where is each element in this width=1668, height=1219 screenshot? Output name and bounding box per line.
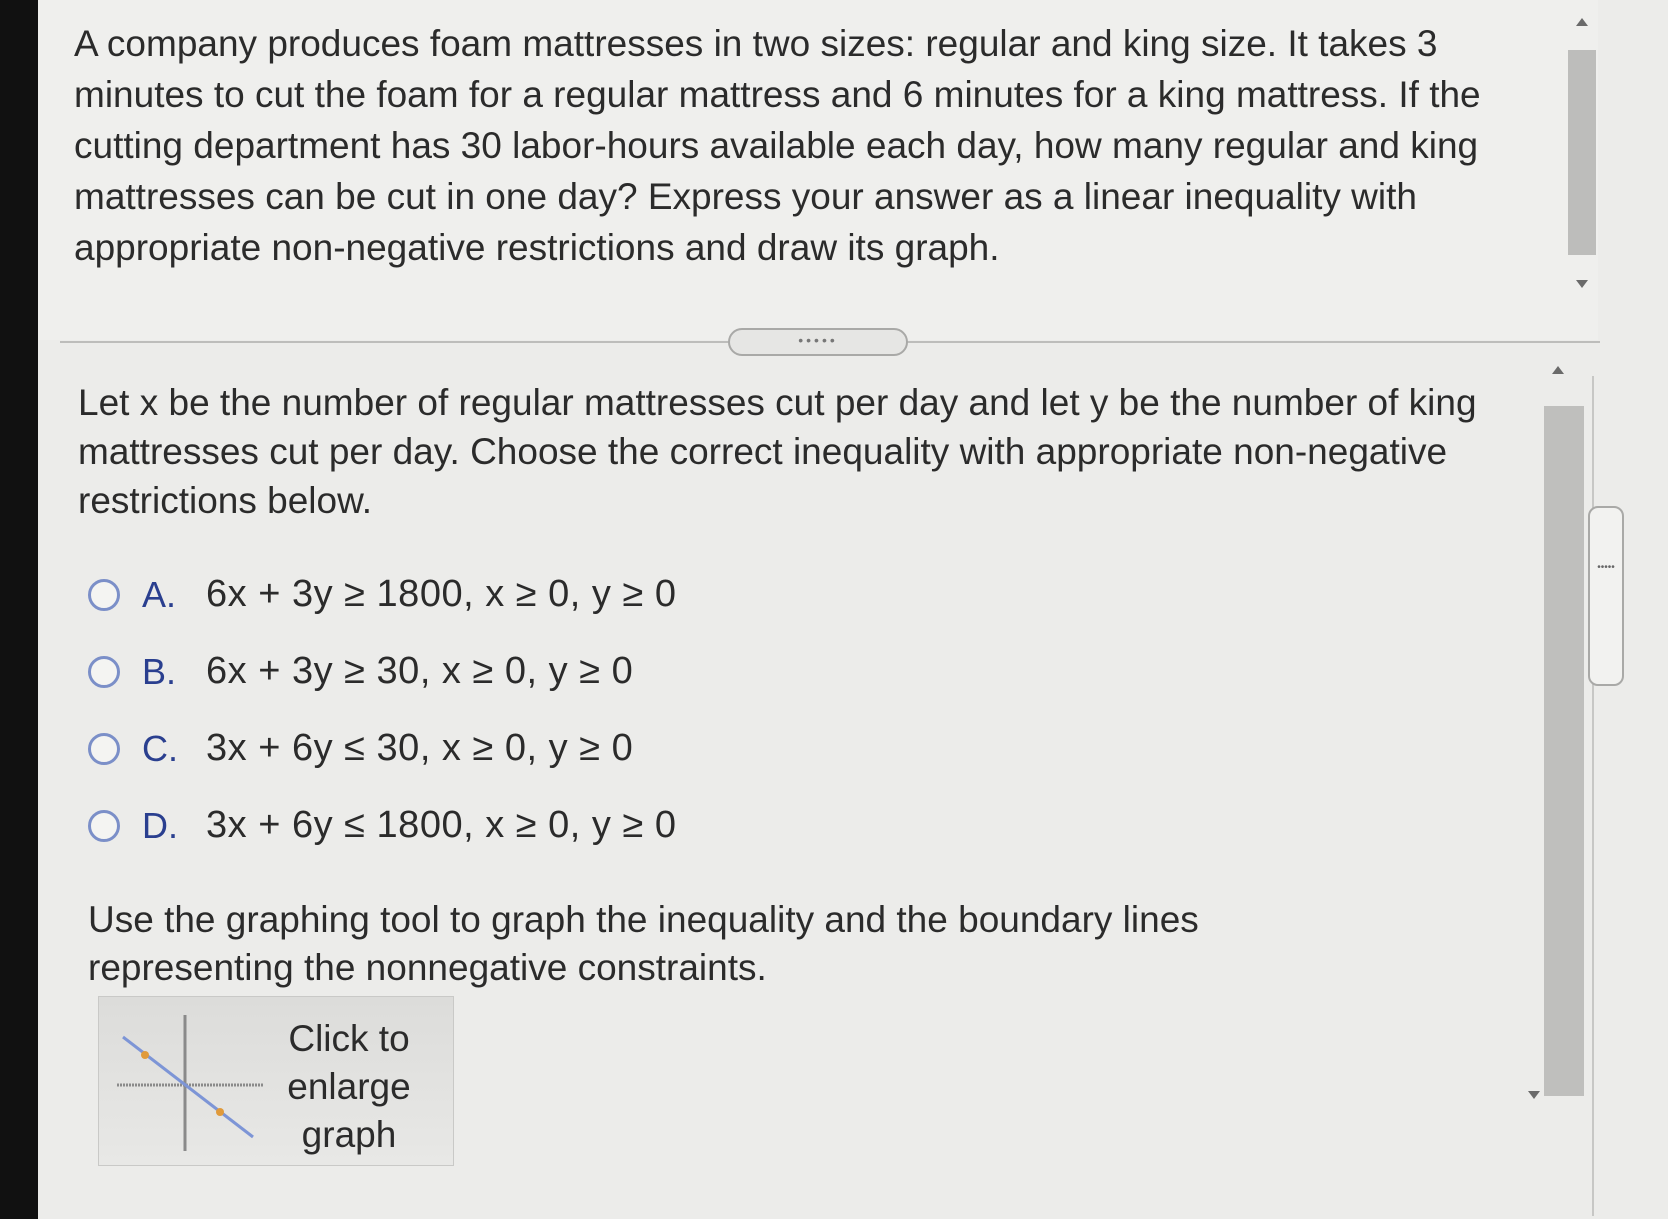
question-pane (38, 0, 1598, 340)
choice-letter: D. (142, 804, 178, 846)
scroll-down-arrow-icon[interactable] (1528, 1091, 1540, 1099)
choice-math: 3x + 6y ≤ 1800, x ≥ 0, y ≥ 0 (206, 804, 677, 846)
enlarge-label-line: enlarge (287, 1066, 411, 1107)
question-text: A company produces foam mattresses in two sizes: regular and king size. It takes 3 minutes to cut the foam for a regular mattress and 6 minutes for a king mattress. If the cutting department has 30 labor-hours available each day, how many regular and king mattresses can be cut in one day? Express your answer as a linear inequality with appropriate non-negative restrictions and draw its graph. (74, 23, 1481, 268)
screen-bezel (0, 0, 38, 1219)
choice-math: 3x + 6y ≤ 30, x ≥ 0, y ≥ 0 (206, 727, 634, 769)
pane-resize-handle[interactable]: ••••• (728, 328, 908, 356)
radio-button-a[interactable] (88, 579, 120, 611)
enlarge-label-line: graph (301, 1114, 397, 1155)
choice-letter: A. (142, 573, 177, 615)
answer-scrollbar-thumb[interactable]: ••••• (1588, 506, 1624, 686)
choice-letter: B. (142, 650, 177, 692)
choice-c[interactable] (88, 710, 1188, 787)
scroll-up-arrow-icon[interactable] (1576, 18, 1588, 26)
choice-math: 6x + 3y ≥ 30, x ≥ 0, y ≥ 0 (206, 650, 634, 692)
scroll-down-arrow-icon[interactable] (1576, 280, 1588, 288)
answer-scrollbar[interactable] (1528, 356, 1615, 1216)
choice-d[interactable] (88, 787, 1188, 864)
answer-pane (38, 356, 1615, 1219)
graph-tool-instruction: Use the graphing tool to graph the inequality and the boundary lines representing the nonnegative constraints. (88, 899, 1199, 988)
enlarge-graph-button[interactable] (98, 996, 454, 1166)
scrollbar-edge (1592, 376, 1594, 1216)
radio-button-c[interactable] (88, 733, 120, 765)
graph-thumbnail-icon (115, 1013, 265, 1153)
choice-math: 6x + 3y ≥ 1800, x ≥ 0, y ≥ 0 (206, 573, 677, 615)
prompt-text: Let x be the number of regular mattresses cut per day and let y be the number of king mattresses cut per day. Choose the correct inequality with appropriate non-negative restrictions below. (78, 382, 1477, 521)
question-scrollbar-thumb[interactable] (1568, 50, 1596, 255)
choice-a[interactable] (88, 556, 1188, 633)
answer-scrollbar-track[interactable] (1544, 406, 1584, 1096)
radio-button-d[interactable] (88, 810, 120, 842)
screen (38, 0, 1668, 1219)
scroll-up-arrow-icon[interactable] (1552, 366, 1564, 374)
enlarge-graph-label[interactable] (259, 1015, 439, 1159)
choice-b[interactable] (88, 633, 1188, 710)
enlarge-label-line: Click to (288, 1018, 410, 1059)
choice-list (88, 556, 1188, 864)
question-scrollbar[interactable] (1558, 0, 1608, 325)
radio-button-b[interactable] (88, 656, 120, 688)
choice-letter: C. (142, 727, 178, 769)
